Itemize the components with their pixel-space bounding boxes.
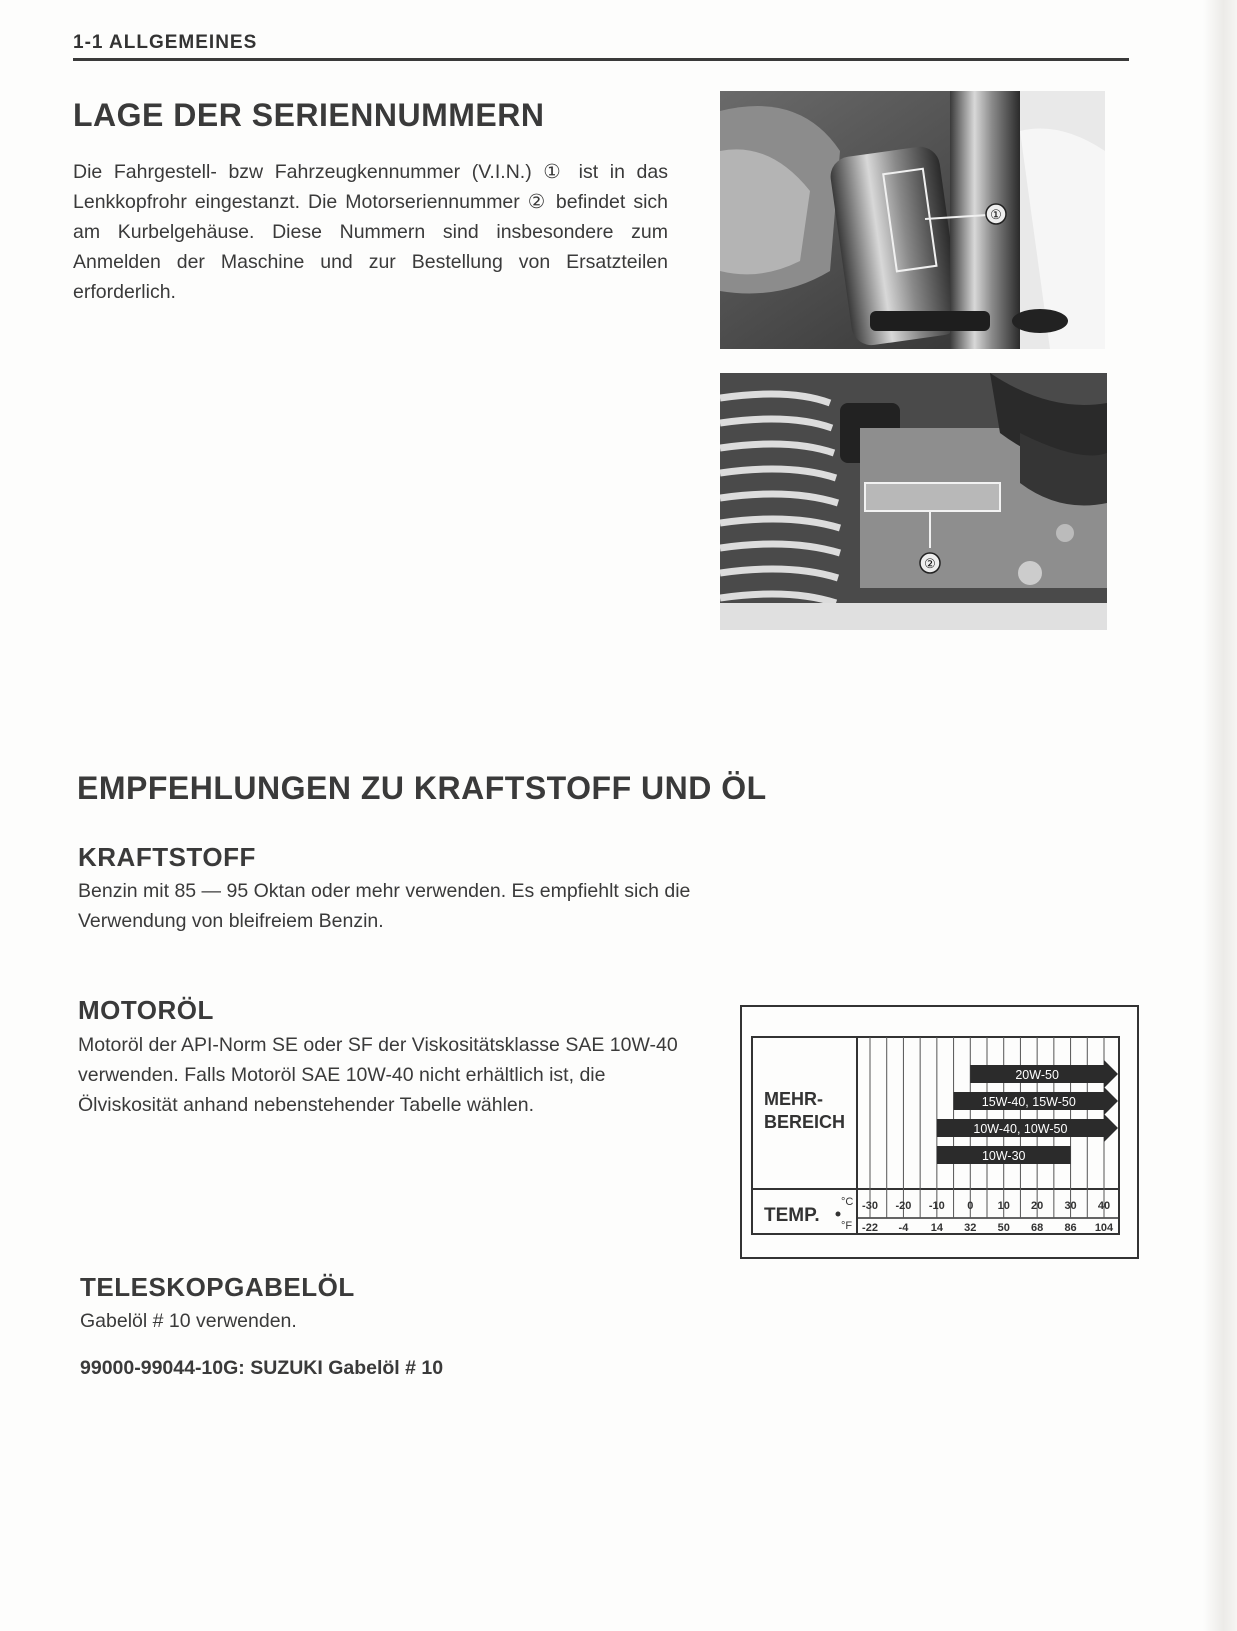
fuel-title: KRAFTSTOFF — [78, 842, 256, 872]
serial-body: Die Fahrgestell- bzw Fahrzeugkennummer (V.I.N.) ① ist in das Lenkkopfrohr eingestanzt. Die Motorseriennummer ② befindet sich am Kurbelgehäuse. Diese Nummern sind insbesondere zum Anmelden der Maschine und zur Bestellung von Ersatzteilen erforderlich. — [73, 161, 668, 303]
temp-label: TEMP. — [764, 1205, 820, 1226]
fork-body: Gabelöl # 10 verwenden. — [80, 1310, 297, 1332]
oil-body: Motoröl der API-Norm SE oder SF der Viskositätsklasse SAE 10W-40 verwenden. Falls Motoröl SAE 10W-40 nicht erhältlich ist, die Ölviskosität anhand nebenstehender Tabelle wählen. — [78, 1034, 678, 1116]
tick-label-celsius: 10 — [997, 1200, 1010, 1212]
tick-label-fahrenheit: 14 — [930, 1222, 943, 1234]
viscosity-bar-label: 10W-30 — [981, 1149, 1026, 1163]
page-header — [73, 32, 1129, 61]
oil-title: MOTORÖL — [78, 995, 214, 1025]
viscosity-bar-label: 10W-40, 10W-50 — [973, 1122, 1068, 1136]
fork-title: TELESKOPGABELÖL — [80, 1272, 355, 1302]
tick-label-fahrenheit: 86 — [1064, 1222, 1077, 1234]
tick-label-celsius: -10 — [928, 1200, 945, 1212]
tick-label-fahrenheit: 32 — [964, 1222, 977, 1234]
viscosity-chart — [740, 1005, 1139, 1259]
callout-vin: ① — [990, 207, 1002, 222]
tick-label-celsius: -20 — [895, 1200, 912, 1212]
unit-celsius: °C — [841, 1196, 854, 1208]
callout-engine: ② — [924, 556, 936, 571]
tick-label-celsius: -30 — [862, 1200, 878, 1212]
section-label: 1-1 ALLGEMEINES — [73, 32, 258, 53]
tick-label-fahrenheit: 50 — [997, 1222, 1010, 1234]
photo-steering-head — [720, 91, 1105, 349]
tick-label-fahrenheit: 104 — [1094, 1222, 1114, 1234]
tick-label-fahrenheit: 68 — [1031, 1222, 1044, 1234]
header-rule — [73, 58, 1129, 61]
viscosity-chart-svg — [742, 1007, 1137, 1257]
tick-label-fahrenheit: -4 — [898, 1222, 909, 1234]
page-edge-shadow — [1203, 0, 1237, 1631]
recommend-title: EMPFEHLUNGEN ZU KRAFTSTOFF UND ÖL — [77, 770, 767, 806]
tick-label-fahrenheit: -22 — [862, 1222, 878, 1234]
row-label-line2: BEREICH — [764, 1112, 846, 1132]
unit-fahrenheit: °F — [841, 1220, 853, 1232]
fuel-body: Benzin mit 85 — 95 Oktan oder mehr verwenden. Es empfiehlt sich die Verwendung von bleifreiem Benzin. — [78, 880, 691, 932]
viscosity-bar-label: 20W-50 — [1015, 1068, 1059, 1082]
temp-dot — [836, 1212, 841, 1217]
tick-label-celsius: 40 — [1097, 1200, 1111, 1212]
viscosity-bar-label: 15W-40, 15W-50 — [981, 1095, 1076, 1109]
row-label-line1: MEHR- — [764, 1089, 823, 1109]
photo-crankcase — [720, 373, 1107, 630]
tick-label-celsius: 20 — [1031, 1200, 1044, 1212]
tick-label-celsius: 30 — [1064, 1200, 1077, 1212]
serial-title: LAGE DER SERIENNUMMERN — [73, 97, 545, 133]
fork-part-number: 99000-99044-10G: SUZUKI Gabelöl # 10 — [80, 1357, 444, 1379]
tick-label-celsius: 0 — [967, 1200, 974, 1212]
